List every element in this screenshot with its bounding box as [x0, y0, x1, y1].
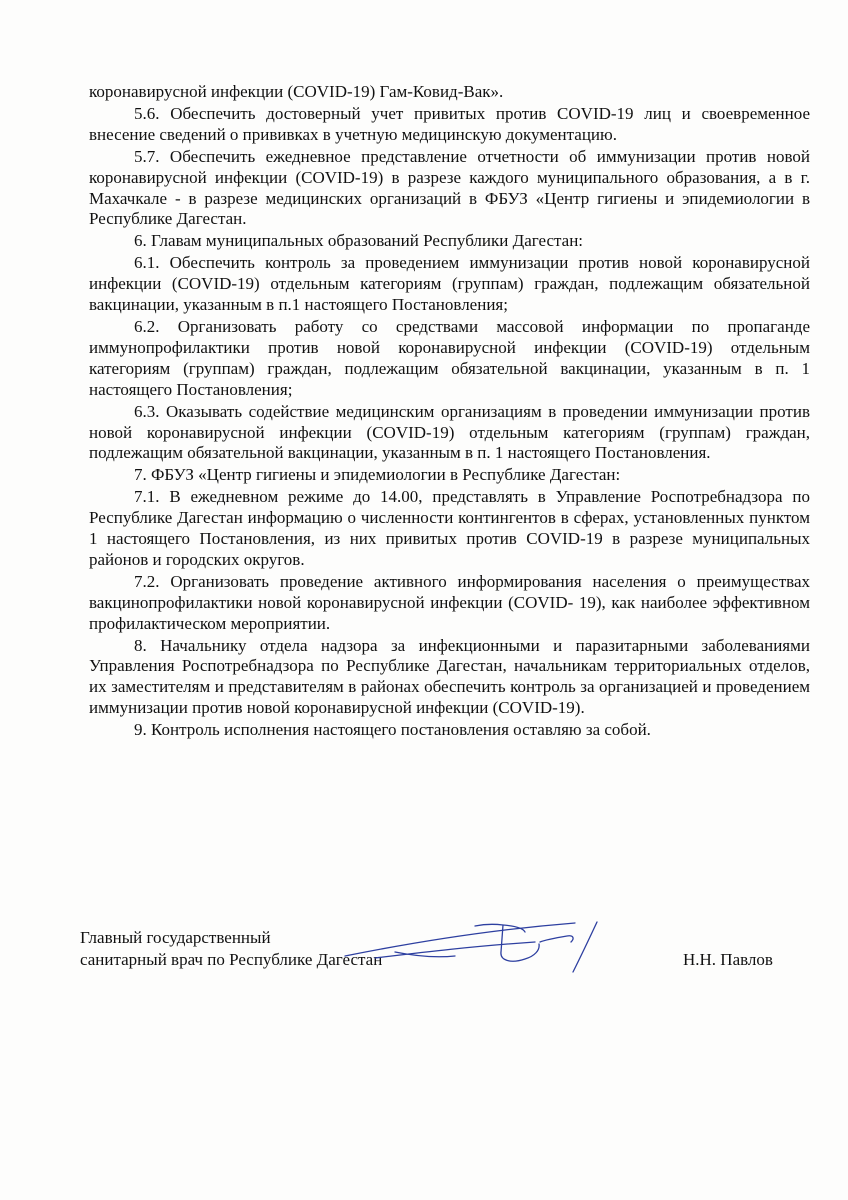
paragraph-9: 9. Контроль исполнения настоящего постановления оставляю за собой.	[134, 720, 651, 740]
document-body	[89, 82, 810, 742]
paragraph-6: 6. Главам муниципальных образований Республики Дагестан:	[134, 231, 584, 251]
paragraph-7-2: 7.2. Организовать проведение активного информирования населения о преимуществах вакцинопрофилактики новой коронавирусной инфекции (COVID- 19), как наиболее эффективном профилактическом мероприятии.	[89, 571, 810, 633]
paragraph-7: 7. ФБУЗ «Центр гигиены и эпидемиологии в Республике Дагестан:	[134, 465, 621, 485]
signatory-title-line2: санитарный врач по Республике Дагестан	[80, 950, 383, 969]
paragraph-6-3: 6.3. Оказывать содействие медицинским организациям в проведении иммунизации против новой коронавирусной инфекции (COVID-19) отдельным категориям (группам) граждан, подлежащим обязательной вакцинации, указанным в п. 1 настоящего Постановления.	[89, 401, 810, 463]
paragraph-7-1: 7.1. В ежедневном режиме до 14.00, представлять в Управление Роспотребнадзора по Республике Дагестан информацию о численности контингентов в сферах, установленных пунктом 1 настоящего Постановления, из них привитых против COVID-19 в разрезе муниципальных районов и городских округов.	[89, 487, 810, 569]
signatory-name: Н.Н. Павлов	[683, 950, 773, 969]
paragraph-continuation: коронавирусной инфекции (COVID-19) Гам-Ковид-Вак».	[89, 82, 504, 101]
paragraph-5-6: 5.6. Обеспечить достоверный учет привитых против COVID-19 лиц и своевременное внесение сведений о прививках в учетную медицинскую документацию.	[89, 103, 810, 144]
handwritten-signature	[335, 912, 615, 982]
signatory-title-line1: Главный государственный	[80, 928, 271, 947]
paragraph-8: 8. Начальнику отдела надзора за инфекционными и паразитарными заболеваниями Управления Роспотребнадзора по Республике Дагестан, начальникам территориальных отделов, их заместителям и представителям в районах обеспечить контроль за организацией и проведением иммунизации против новой коронавирусной инфекции (COVID-19).	[89, 635, 810, 718]
paragraph-5-7: 5.7. Обеспечить ежедневное представление отчетности об иммунизации против новой коронавирусной инфекции (COVID-19) в разрезе каждого муниципального образования, а в г. Махачкале - в разрезе медицинских организаций в ФБУЗ «Центр гигиены и эпидемиологии в Республике Дагестан.	[89, 146, 810, 229]
paragraph-6-1: 6.1. Обеспечить контроль за проведением иммунизации против новой коронавирусной инфекции (COVID-19) отдельным категориям (группам) граждан, подлежащим обязательной вакцинации, указанным в п.1 настоящего Постановления;	[89, 253, 810, 315]
paragraph-6-2: 6.2. Организовать работу со средствами массовой информации по пропаганде иммунопрофилактики против новой коронавирусной инфекции (COVID-19) отдельным категориям (группам) граждан, подлежащим обязательной вакцинации, указанным в п. 1 настоящего Постановления;	[89, 316, 810, 399]
